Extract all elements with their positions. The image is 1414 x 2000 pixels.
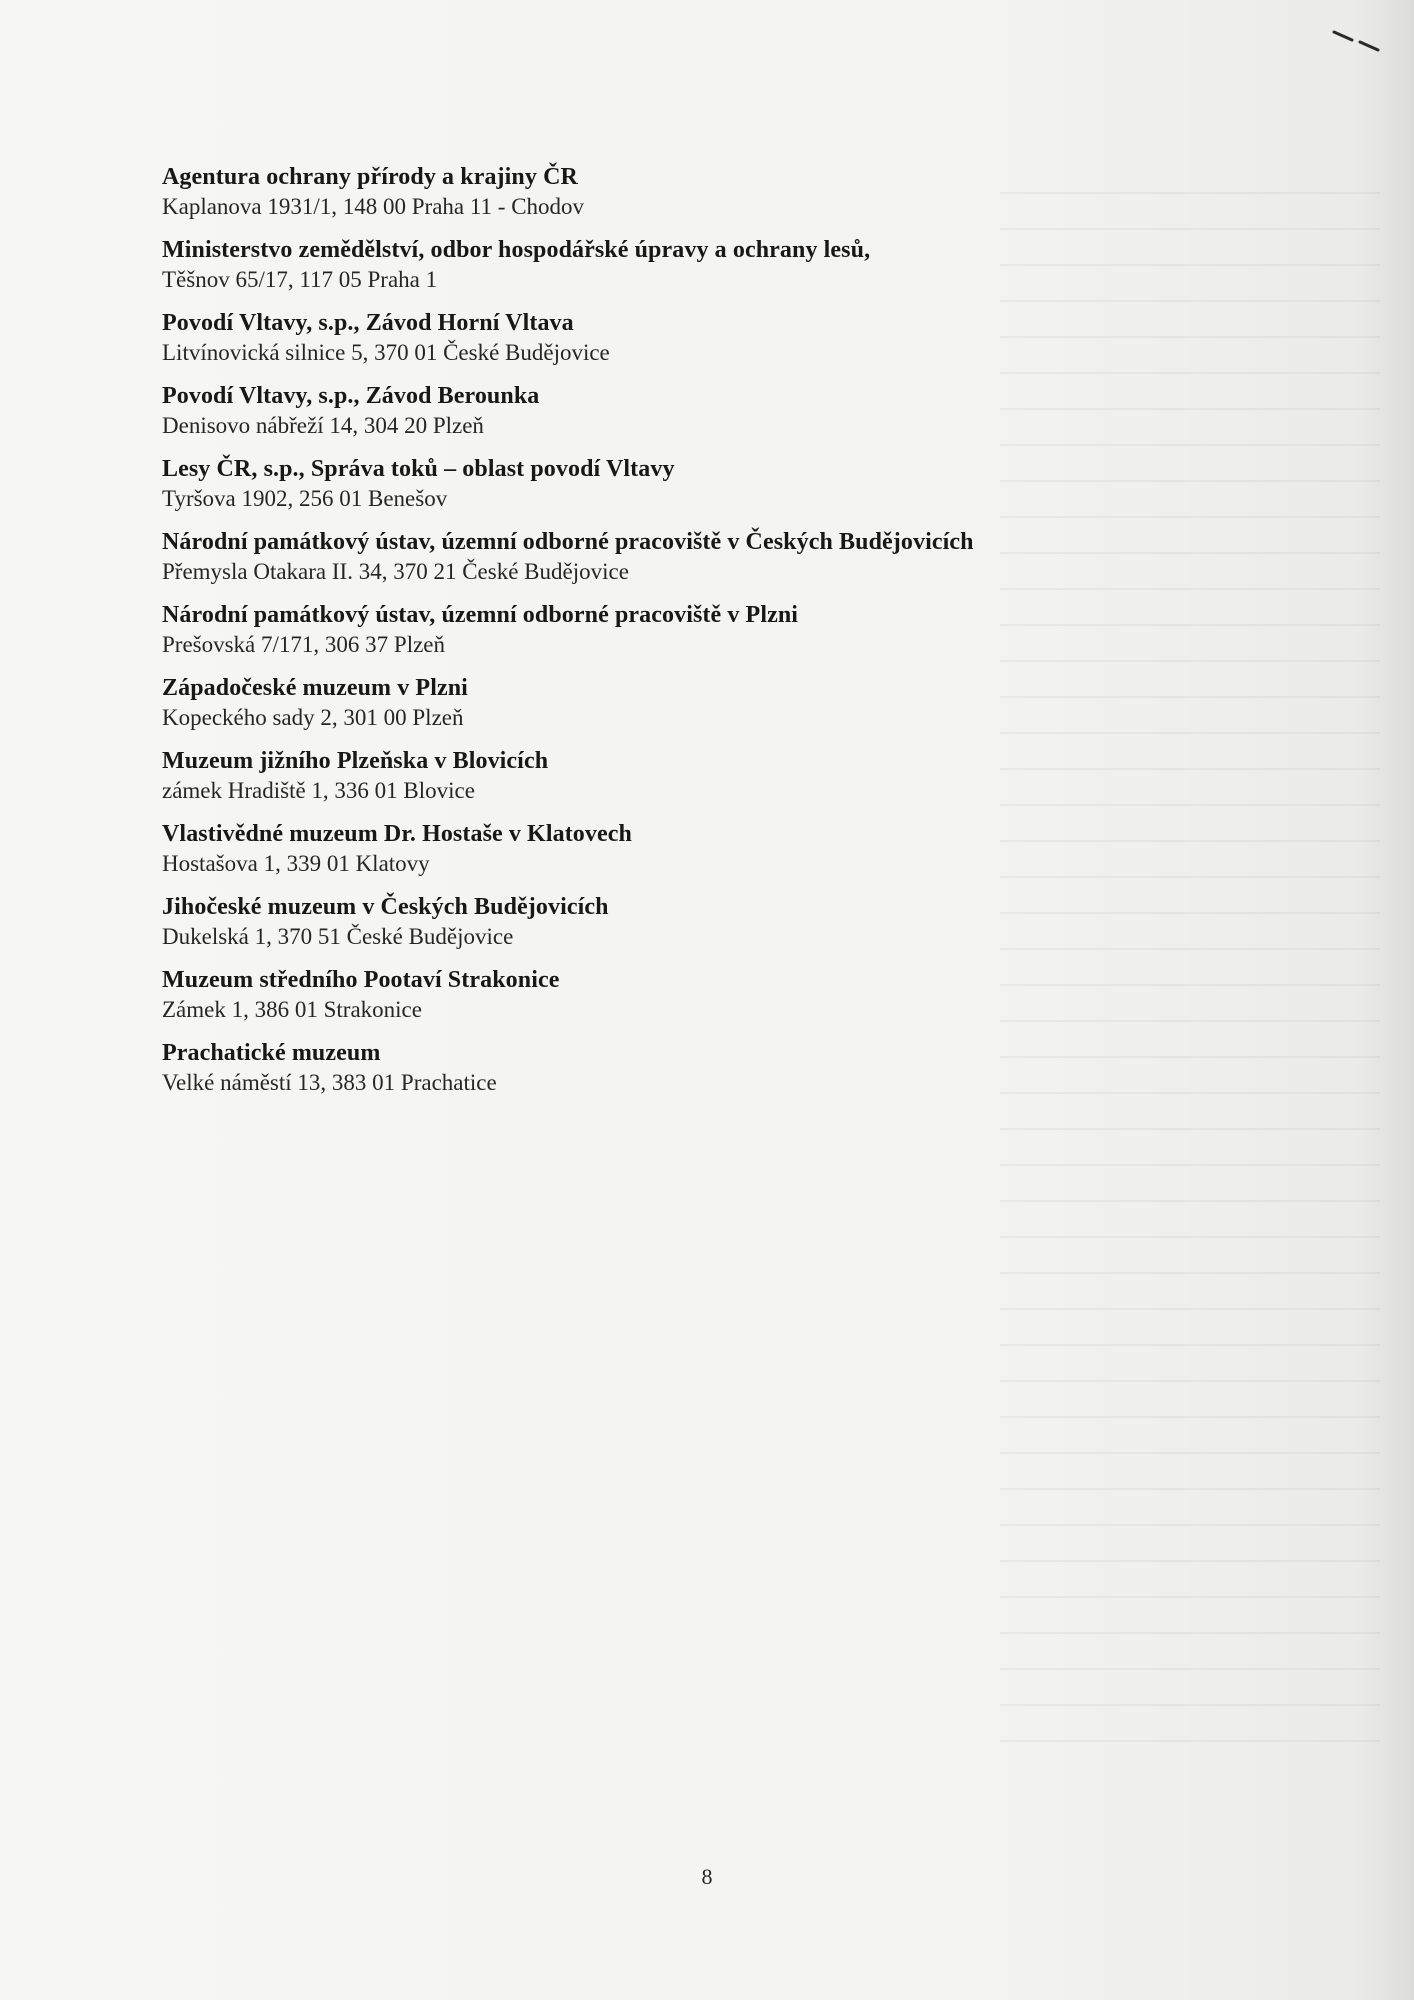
- organization-address: Litvínovická silnice 5, 370 01 České Budějovice: [162, 340, 610, 365]
- address-entry: [162, 892, 1162, 952]
- address-entry: [162, 527, 1162, 587]
- organization-address: Prešovská 7/171, 306 37 Plzeň: [162, 632, 446, 657]
- address-entry: [162, 381, 1162, 441]
- organization-name: Prachatické muzeum: [162, 1040, 381, 1066]
- organization-address: zámek Hradiště 1, 336 01 Blovice: [162, 778, 475, 803]
- organization-address: Hostašova 1, 339 01 Klatovy: [162, 851, 430, 876]
- address-entry: [162, 600, 1162, 660]
- staple-mark-icon: [1316, 20, 1386, 60]
- address-entry: [162, 162, 1162, 222]
- organization-name: Jihočeské muzeum v Českých Budějovicích: [162, 894, 609, 920]
- organization-name: Agentura ochrany přírody a krajiny ČR: [162, 164, 578, 190]
- organization-address: Těšnov 65/17, 117 05 Praha 1: [162, 267, 438, 292]
- organization-address: Kaplanova 1931/1, 148 00 Praha 11 - Chodov: [162, 194, 585, 219]
- organization-address: Kopeckého sady 2, 301 00 Plzeň: [162, 705, 464, 730]
- address-entry: [162, 308, 1162, 368]
- organization-address: Zámek 1, 386 01 Strakonice: [162, 997, 422, 1022]
- organization-name: Lesy ČR, s.p., Správa toků – oblast povodí Vltavy: [162, 456, 675, 482]
- address-entry: [162, 1038, 1162, 1098]
- organization-address: Velké náměstí 13, 383 01 Prachatice: [162, 1070, 497, 1095]
- address-entry: [162, 673, 1162, 733]
- organization-name: Národní památkový ústav, územní odborné pracoviště v Českých Budějovicích: [162, 529, 974, 555]
- address-entry: [162, 746, 1162, 806]
- organization-address: Tyršova 1902, 256 01 Benešov: [162, 486, 448, 511]
- organization-name: Západočeské muzeum v Plzni: [162, 675, 468, 701]
- organization-name: Vlastivědné muzeum Dr. Hostaše v Klatovech: [162, 821, 632, 847]
- organization-name: Povodí Vltavy, s.p., Závod Berounka: [162, 383, 540, 409]
- organization-address: Přemysla Otakara II. 34, 370 21 České Budějovice: [162, 559, 629, 584]
- address-entry: [162, 454, 1162, 514]
- organization-name: Muzeum jižního Plzeňska v Blovicích: [162, 748, 549, 774]
- organization-address: Denisovo nábřeží 14, 304 20 Plzeň: [162, 413, 484, 438]
- address-entry: [162, 819, 1162, 879]
- address-entry: [162, 965, 1162, 1025]
- page-number: 8: [701, 1864, 713, 1889]
- address-list: [162, 162, 1162, 1111]
- organization-name: Národní památkový ústav, územní odborné pracoviště v Plzni: [162, 602, 799, 628]
- organization-address: Dukelská 1, 370 51 České Budějovice: [162, 924, 514, 949]
- organization-name: Povodí Vltavy, s.p., Závod Horní Vltava: [162, 310, 574, 336]
- organization-name: Muzeum středního Pootaví Strakonice: [162, 967, 560, 993]
- address-entry: [162, 235, 1162, 295]
- organization-name: Ministerstvo zemědělství, odbor hospodářské úpravy a ochrany lesů,: [162, 237, 871, 263]
